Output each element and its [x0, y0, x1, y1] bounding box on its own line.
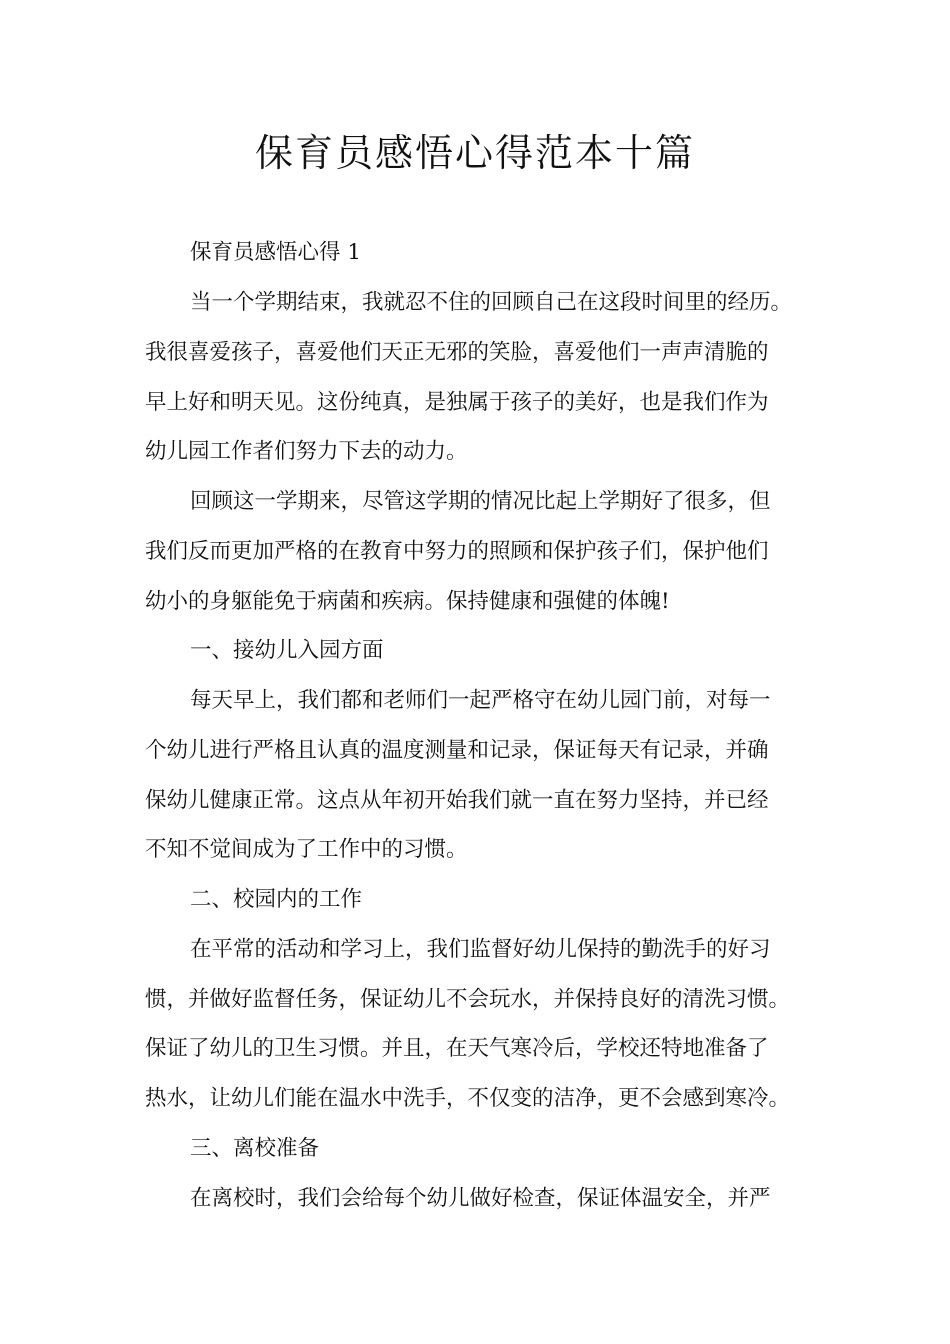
subheading-3: 三、离校准备 [190, 1136, 320, 1161]
paragraph-1-line-1: 当一个学期结束，我就忍不住的回顾自己在这段时间里的经历。 [190, 290, 793, 315]
paragraph-5-line-1: 在离校时，我们会给每个幼儿做好检查，保证体温安全，并严 [190, 1186, 771, 1211]
paragraph-3-line-4: 不知不觉间成为了工作中的习惯。 [145, 837, 468, 862]
paragraph-2-line-1: 回顾这一学期来，尽管这学期的情况比起上学期好了很多，但 [190, 489, 771, 514]
paragraph-1-line-4: 幼儿园工作者们努力下去的动力。 [145, 439, 468, 464]
paragraph-2-line-2: 我们反而更加严格的在教育中努力的照顾和保护孩子们，保护他们 [145, 539, 769, 564]
paragraph-3-line-1: 每天早上，我们都和老师们一起严格守在幼儿园门前，对每一 [190, 688, 771, 713]
paragraph-1-line-3: 早上好和明天见。这份纯真，是独属于孩子的美好，也是我们作为 [145, 390, 769, 415]
paragraph-4-line-4: 热水，让幼儿们能在温水中洗手，不仅变的洁净，更不会感到寒冷。 [145, 1086, 791, 1111]
paragraph-4-line-2: 惯，并做好监督任务，保证幼儿不会玩水，并保持良好的清洗习惯。 [145, 987, 791, 1012]
subheading-2: 二、校园内的工作 [190, 887, 363, 912]
subheading-1: 一、接幼儿入园方面 [190, 638, 384, 663]
document-title: 保育员感悟心得范本十篇 [254, 131, 695, 175]
paragraph-3-line-3: 保幼儿健康正常。这点从年初开始我们就一直在努力坚持，并已经 [145, 788, 769, 813]
paragraph-1-line-2: 我很喜爱孩子，喜爱他们天正无邪的笑脸，喜爱他们一声声清脆的 [145, 340, 769, 365]
paragraph-4-line-1: 在平常的活动和学习上，我们监督好幼儿保持的勤洗手的好习 [190, 937, 771, 962]
paragraph-3-line-2: 个幼儿进行严格且认真的温度测量和记录，保证每天有记录，并确 [145, 738, 769, 763]
paragraph-2-line-3: 幼小的身躯能免于病菌和疾病。保持健康和强健的体魄! [145, 589, 670, 614]
paragraph-4-line-3: 保证了幼儿的卫生习惯。并且，在天气寒冷后，学校还特地准备了 [145, 1036, 769, 1061]
section-heading-1: 保育员感悟心得 1 [190, 240, 362, 265]
